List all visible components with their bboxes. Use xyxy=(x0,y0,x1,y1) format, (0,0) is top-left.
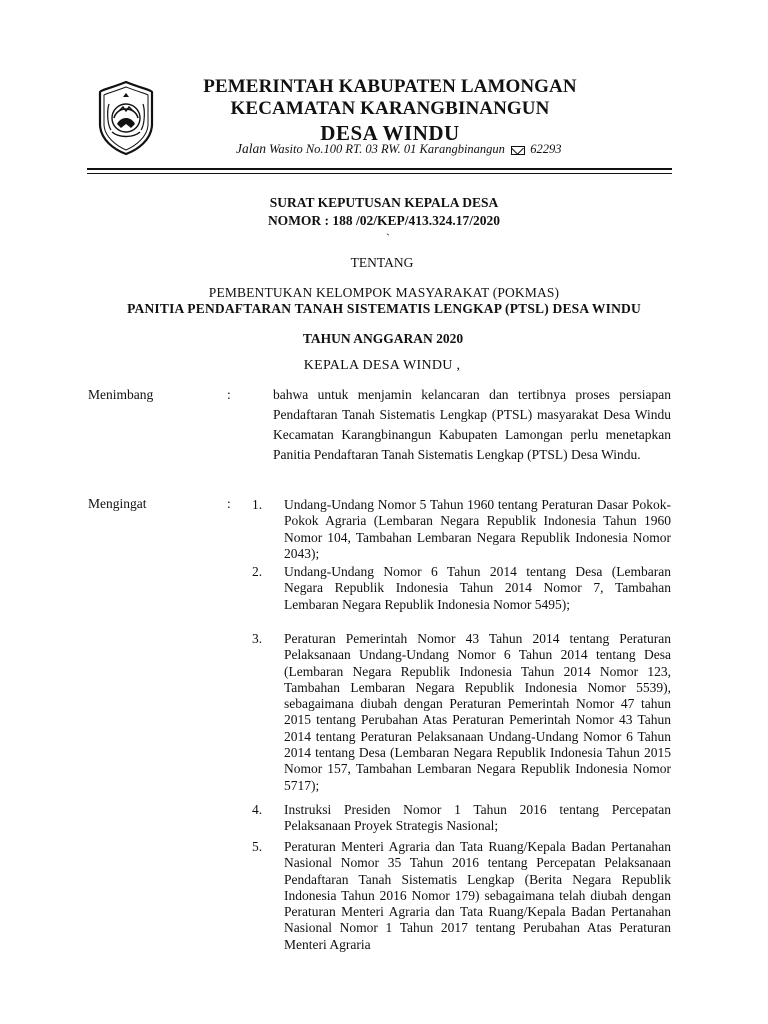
stray-mark: ` xyxy=(386,231,390,245)
list-item: Instruksi Presiden Nomor 1 Tahun 2016 tentang Percepatan Pelaksanaan Proyek Strategis Nasional; xyxy=(284,802,671,834)
budget-year: TAHUN ANGGARAN 2020 xyxy=(302,331,464,346)
address-prefix: Jalan xyxy=(236,141,266,156)
decree-subject-line2: PANITIA PENDAFTARAN TANAH SISTEMATIS LENGKAP (PTSL) DESA WINDU xyxy=(127,301,641,316)
address-street: Wasito No.100 RT. 03 RW. 01 Karangbinangun xyxy=(269,142,505,156)
menimbang-colon: : xyxy=(227,387,231,402)
list-item: Peraturan Pemerintah Nomor 43 Tahun 2014 tentang Peraturan Pelaksanaan Undang-Undang Nomor 6 Tahun 2014 tentang Desa (Lembaran Negara Republik Indonesia Tahun 2014 Nomor 123, Tambahan Lembaran Negara Republik Indonesia Nomor 5539), sebagaimana diubah dengan Peraturan Pemerintah Nomor 47 tahun 2015 tentang Perubahan Atas Peraturan Pemerintah Nomor 43 Tahun 2014 tentang Peraturan Pelaksanaan Undang-Undang Nomor 6 Tahun 2014 tentang Desa (Lembaran Negara Republik Indonesia Tahun 2015 Nomor 157, Tambahan Lembaran Negara Republik Indonesia Nomor 5717); xyxy=(284,631,671,793)
issuer-heading: KEPALA DESA WINDU , xyxy=(303,358,461,373)
mengingat-label: Mengingat xyxy=(88,496,147,511)
letterhead-address xyxy=(236,141,561,157)
regency-emblem-icon xyxy=(97,80,155,156)
about-label: TENTANG xyxy=(350,255,414,270)
letterhead xyxy=(160,76,620,146)
letterhead-rule-thick xyxy=(87,168,672,170)
list-item-number: 4. xyxy=(252,802,263,817)
envelope-icon xyxy=(511,146,525,155)
decree-number: NOMOR : 188 /02/KEP/413.324.17/2020 xyxy=(267,213,501,228)
decree-subject-line1: PEMBENTUKAN KELOMPOK MASYARAKAT (POKMAS) xyxy=(208,285,560,300)
menimbang-label: Menimbang xyxy=(88,387,154,402)
letterhead-regency: PEMERINTAH KABUPATEN LAMONGAN xyxy=(203,76,577,97)
list-item-number: 3. xyxy=(252,631,263,646)
menimbang-text: bahwa untuk menjamin kelancaran dan tertibnya proses persiapan Pendaftaran Tanah Sistematis Lengkap (PTSL) masyarakat Desa Windu Kecamatan Karangbinangun Kabupaten Lamongan perlu menetapkan Panitia Pendaftaran Tanah Sistematis Lengkap (PTSL) Desa Windu. xyxy=(273,387,671,462)
list-item-number: 1. xyxy=(252,497,263,512)
postal-code: 62293 xyxy=(530,142,562,156)
letterhead-village: DESA WINDU xyxy=(320,121,460,145)
letterhead-rule-thin xyxy=(87,173,672,174)
list-item-number: 5. xyxy=(252,839,263,854)
decree-title: SURAT KEPUTUSAN KEPALA DESA xyxy=(269,195,499,210)
letterhead-district: KECAMATAN KARANGBINANGUN xyxy=(230,98,550,119)
list-item-number: 2. xyxy=(252,564,263,579)
list-item: Undang-Undang Nomor 5 Tahun 1960 tentang Peraturan Dasar Pokok-Pokok Agraria (Lembaran Negara Republik Indonesia Tahun 1960 Nomor 104, Tambahan Lembaran Negara Republik Indonesia Nomor 2043); xyxy=(284,497,671,561)
mengingat-colon: : xyxy=(227,496,231,511)
list-item: Undang-Undang Nomor 6 Tahun 2014 tentang Desa (Lembaran Negara Republik Indonesia Tahun 2014 Nomor 7, Tambahan Lembaran Negara Republik Indonesia Nomor 5495); xyxy=(284,564,671,612)
list-item: Peraturan Menteri Agraria dan Tata Ruang/Kepala Badan Pertanahan Nasional Nomor 35 Tahun 2016 tentang Percepatan Pelaksanaan Pendaftaran Tanah Sistematis Lengkap (Berita Negara Republik Indonesia Tahun 2016 Nomor 179) sebagaimana telah diubah dengan Peraturan Menteri Agraria dan Tata Ruang/Kepala Badan Pertanahan Nasional Nomor 1 Tahun 2017 tentang Perubahan Atas Peraturan Menteri Agraria xyxy=(284,839,671,952)
